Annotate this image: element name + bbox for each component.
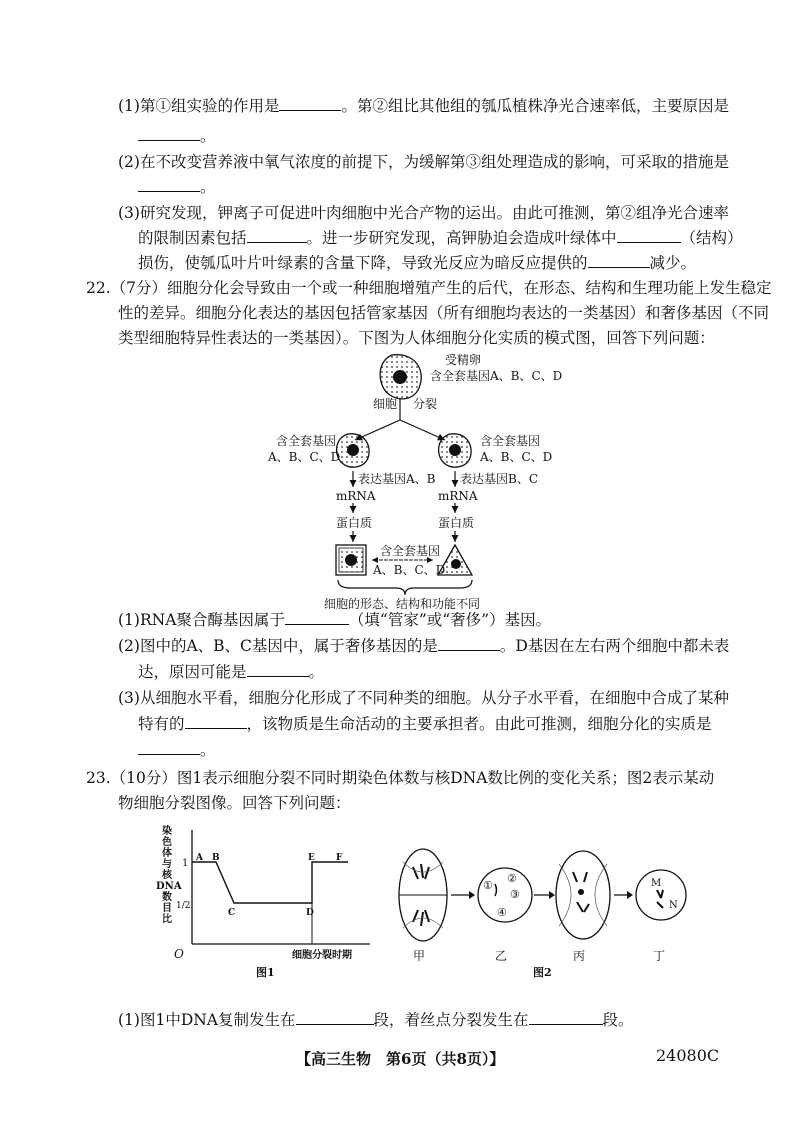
q22-sub2	[118, 636, 729, 656]
zygote-cell	[380, 355, 421, 399]
right-daughter-cell	[439, 434, 472, 467]
y-axis-label-char: 目	[162, 903, 172, 914]
answer-blank[interactable]	[285, 610, 349, 625]
brace	[338, 580, 472, 595]
q22-text: 达，原因可能是	[138, 663, 247, 681]
y-tick-1: 1	[182, 858, 189, 869]
q22-text: 类型细胞特异性表达的一类基因）。下图为人体细胞分化实质的模式图，回答下列问题：	[118, 329, 715, 347]
chromosome-m: M	[651, 878, 662, 889]
answer-blank[interactable]	[247, 662, 309, 677]
q21-text: 损伤，使瓠瓜叶片叶绿素的含量下降，导致光反应为暗反应提供的	[138, 254, 588, 272]
q22-text: 。	[308, 663, 325, 681]
q23-text: 23.（10分）图1表示细胞分裂不同时期染色体数与核DNA数比例的变化关系；图2表示某动	[86, 769, 715, 787]
left-genes-1: 含全套基因	[276, 434, 337, 448]
figure-1-graph	[150, 822, 390, 982]
q23-sub1	[118, 1010, 634, 1030]
x-axis-label: 细胞分裂时期	[292, 950, 352, 961]
answer-blank[interactable]	[138, 126, 200, 141]
left-protein: 蛋白质	[336, 516, 373, 530]
point-b: B	[212, 853, 220, 863]
q22-text: 22.（7分）细胞分化会导致由一个或一种细胞增殖产生的后代，在形态、结构和生理功能上发生稳定	[86, 279, 772, 297]
q22-text: ，该物质是生命活动的主要承担者。由此可推测，细胞分化的实质是	[246, 715, 712, 733]
chromosome-1: ①	[483, 879, 493, 892]
q22-sub1	[118, 610, 551, 630]
answer-blank[interactable]	[138, 177, 200, 192]
q21-text: 。进一步研究发现，高钾胁迫会造成叶绿体中	[306, 229, 617, 247]
label-bing: 丙	[573, 949, 586, 963]
answer-blank[interactable]	[617, 228, 681, 243]
q22-text: 。	[200, 741, 216, 759]
q21-text: （结构）	[680, 229, 743, 247]
ratio-line	[192, 862, 348, 903]
q21-line-1	[118, 96, 729, 116]
left-mrna: mRNA	[336, 489, 376, 503]
cell-bing	[556, 851, 610, 939]
right-mrna: mRNA	[438, 489, 478, 503]
answer-blank[interactable]	[138, 740, 200, 755]
q23-text: 段，着丝点分裂发生在	[373, 1011, 529, 1029]
page-footer: 【高三生物 第6页（共8页）】	[296, 1050, 505, 1068]
q22-sub3	[118, 688, 729, 708]
q22-sub2-cont	[138, 662, 324, 682]
q22-sub3-end	[138, 740, 216, 760]
figure-2-caption: 图2	[533, 966, 552, 979]
figure-1-caption: 图1	[256, 966, 275, 979]
q23-text: 物细胞分裂图像。回答下列问题：	[118, 794, 351, 812]
q21-text: (2)在不改变营养液中氧气浓度的前提下，为缓解第③组处理造成的影响，可采取的措施是	[118, 153, 729, 171]
point-d: D	[306, 908, 314, 918]
q21-text: 的限制因素包括	[138, 229, 247, 247]
chromosome-4: ④	[497, 906, 507, 919]
chromosome-3: ③	[510, 888, 520, 901]
bottom-genes-2: A、B、C、D	[373, 563, 446, 577]
q23-text: 段。	[602, 1011, 634, 1029]
q22-text: 特有的	[138, 715, 185, 733]
answer-blank[interactable]	[279, 96, 341, 111]
q21-line-2	[138, 126, 216, 146]
left-daughter-cell	[337, 434, 370, 467]
q22-line-2	[118, 303, 769, 323]
q22-text: (2)图中的A、B、C基因中，属于奢侈基因的是	[118, 637, 438, 655]
q21-text: 。	[200, 178, 216, 196]
y-axis-label-char: 色	[162, 837, 172, 848]
right-protein: 蛋白质	[438, 516, 475, 530]
q21-text: 。第②组比其他组的瓠瓜植株净光合速率低，主要原因是	[341, 97, 729, 115]
y-axis-label-char: 染	[162, 826, 172, 837]
q22-text: （填“管家”或“奢侈”）基因。	[348, 611, 552, 629]
q21-line-3	[118, 152, 729, 172]
q21-text: 减少。	[649, 254, 697, 272]
y-tick-half: 1/2	[176, 901, 191, 911]
q21-text: (3)研究发现，钾离子可促进叶肉细胞中光合产物的运出。由此可推测，第②组净光合速率	[118, 204, 729, 222]
y-axis-label-char: 体	[162, 848, 172, 859]
diagram-caption: 细胞的形态、结构和功能不同	[324, 597, 481, 610]
q21-line-4	[138, 177, 216, 197]
zygote-genes: 含全套基因A、B、C、D	[430, 369, 563, 383]
q22-text: 。D基因在左右两个细胞中都未表	[499, 637, 730, 655]
cell-jia	[399, 849, 447, 941]
y-axis-label-char: DNA	[156, 881, 182, 892]
answer-blank[interactable]	[588, 253, 650, 268]
y-axis-label-char: 核	[162, 870, 172, 881]
q22-line-1	[86, 278, 772, 298]
split-word: 分裂	[413, 397, 438, 411]
zygote-label: 受精卵	[445, 353, 482, 367]
cell-yi	[478, 868, 532, 922]
q21-text: 。	[200, 127, 216, 145]
q21-line-5	[118, 203, 729, 223]
chromosome-2: ②	[507, 872, 517, 885]
label-jia: 甲	[413, 949, 426, 963]
right-genes-2: A、B、C、D	[480, 450, 553, 464]
right-express: 表达基因B、C	[460, 472, 539, 486]
answer-blank[interactable]	[296, 1010, 374, 1025]
q22-line-3	[118, 328, 715, 348]
y-axis-label-char: 数	[162, 892, 172, 903]
q22-text: (3)从细胞水平看，细胞分化形成了不同种类的细胞。从分子水平看，在细胞中合成了某种	[118, 689, 729, 707]
square-cell	[336, 545, 366, 575]
q22-text: 性的差异。细胞分化表达的基因包括管家基因（所有细胞均表达的一类基因）和奢侈基因（不同	[118, 304, 770, 322]
cell-word: 细胞	[373, 397, 398, 411]
q23-text: (1)图1中DNA复制发生在	[118, 1011, 296, 1029]
right-genes-1: 含全套基因	[480, 434, 541, 448]
origin-label: O	[174, 947, 184, 961]
q23-line-2	[118, 793, 351, 813]
q22-sub3-cont	[138, 714, 712, 734]
point-f: F	[336, 853, 343, 863]
figure-2-cells	[395, 842, 715, 982]
cell-ding	[636, 870, 686, 920]
point-a: A	[196, 853, 203, 863]
y-axis-label-char: 与	[162, 859, 172, 870]
answer-blank[interactable]	[185, 714, 247, 729]
q23-line-1	[86, 768, 714, 788]
y-axis-label-char: 比	[162, 914, 172, 925]
q21-line-6	[138, 228, 743, 248]
point-e: E	[308, 853, 315, 863]
answer-blank[interactable]	[438, 636, 500, 651]
q22-text: (1)RNA聚合酶基因属于	[118, 611, 285, 629]
label-yi: 乙	[495, 949, 508, 963]
q21-text: (1)第①组实验的作用是	[118, 97, 280, 115]
chromosome-n: N	[669, 900, 678, 911]
bottom-genes-1: 含全套基因	[380, 544, 441, 558]
left-genes-2: A、B、C、D	[268, 450, 341, 464]
paper-code: 24080C	[656, 1046, 720, 1065]
left-express: 表达基因A、B	[358, 472, 436, 486]
answer-blank[interactable]	[529, 1010, 603, 1025]
answer-blank[interactable]	[247, 228, 307, 243]
point-c: C	[228, 908, 236, 918]
cell-differentiation-diagram	[250, 350, 590, 610]
q21-line-7	[138, 253, 696, 273]
label-ding: 丁	[653, 949, 666, 963]
